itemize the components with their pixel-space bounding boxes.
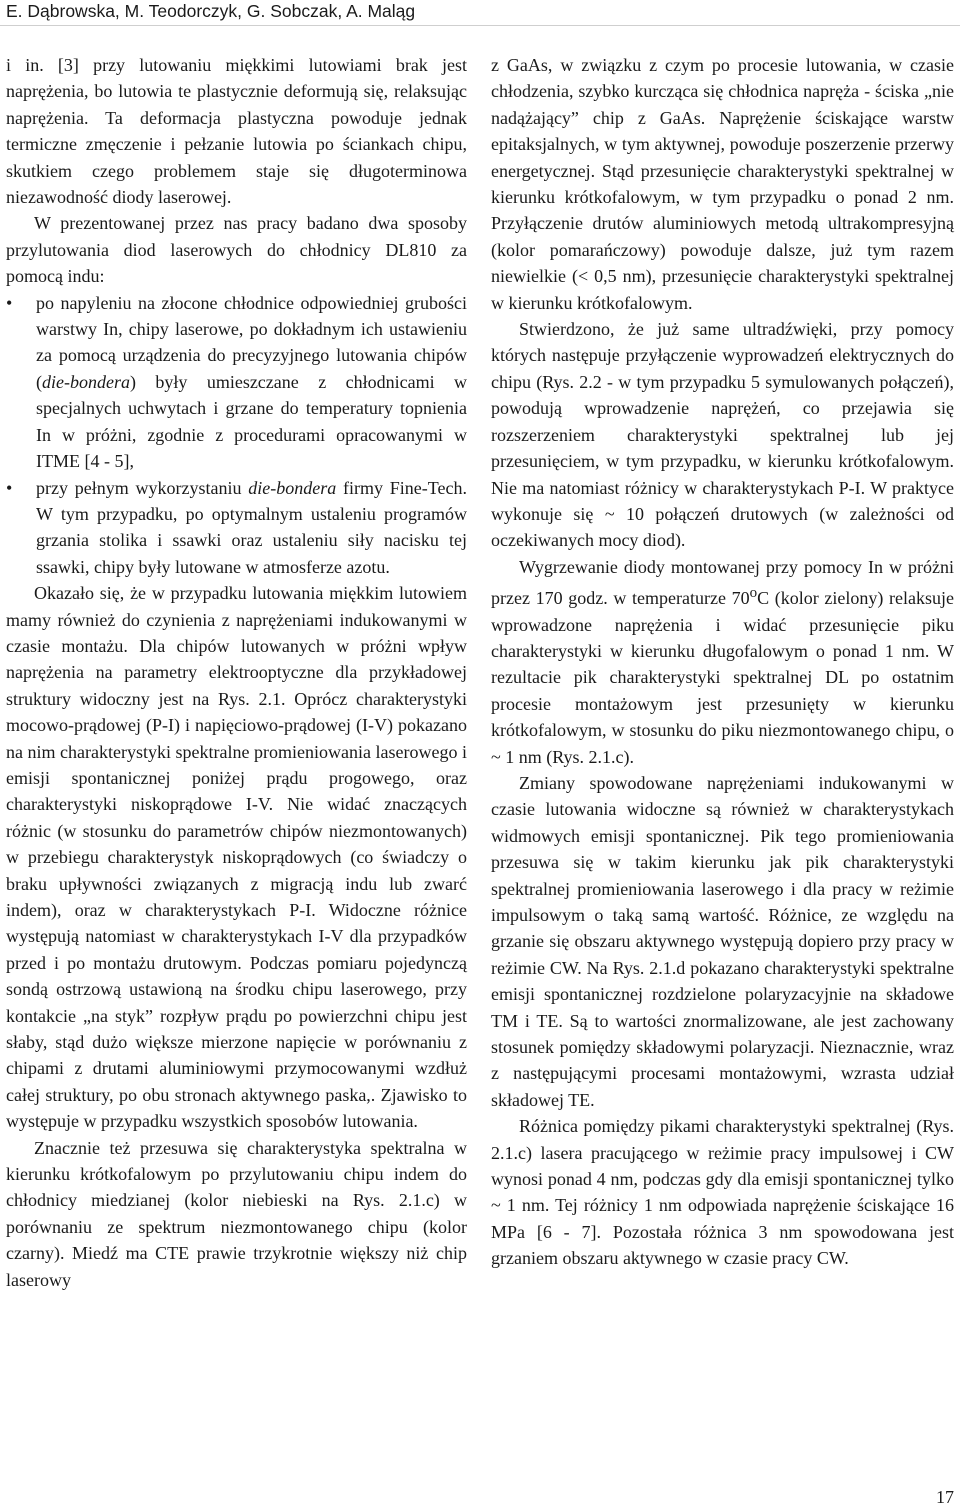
list-item-text: ) były umieszczane z chłodnicami w specjalnych uchwytach i grzane do temperatury topnienia In w próżni, zgodnie z procedurami opracowanymi w ITME [4 - 5], [36,371,467,472]
page-number: 17 [936,1487,954,1507]
bullet-icon: • [6,292,13,313]
right-paragraph-1: z GaAs, w związku z czym po procesie lutowania, w czasie chłodzenia, szybko kurcząca się chłodnica napręża - ściska „nie nadążający” chip z GaAs. Naprężenie ściskające warstw epitaksjalnych, w tym aktywnej, powoduje poszerzenie przerwy energetycznej. Stąd przesunięcie charakterystyki spektralnej w kierunku krótkofalowym, w tym przypadku o ponad 2 nm. Przyłączenie drutów aluminiowych metodą ultrakompresyjną (kolor pomarańczowy) powoduje dalsze, już tym razem niewielkie (< 0,5 nm), przesunięcie charakterystyki spektralnej w kierunku krótkofalowym. [491,55,954,313]
header-divider [0,25,960,26]
paragraph-text: Wygrzewanie diody montowanej przy pomocy In w próżni przez 170 godz. w temperaturze 70 [491,556,954,609]
method-list-item-1 [6,290,467,475]
running-head: E. Dąbrowska, M. Teodorczyk, G. Sobczak, A. Maląg [6,1,416,21]
list-item-emphasis: die-bondera [248,477,337,498]
right-paragraph-5: Różnica pomiędzy pikami charakterystyki spektralnej (Rys. 2.1.c) lasera pracującego w reżimie pracy impulsowej i CW wynosi ponad 4 nm, podczas gdy dla emisji spontanicznej tylko ~ 1 nm. Tej różnicy 1 nm odpowiada naprężenie ściskające 16 MPa [6 - 7]. Pozostała różnica 3 nm spowodowana jest grzaniem obszaru aktywnego w czasie pracy CW. [491,1116,954,1269]
left-paragraph-3: Okazało się, że w przypadku lutowania miękkim lutowiem mamy również do czynienia z naprężeniami indukowanymi w czasie montażu. Dla chipów lutowanych w próżni wpływ naprężenia na parametry elektrooptyczne dla przykładowej struktury widoczny jest na Rys. 2.1. Oprócz charakterystyki mocowo-prądowej (P-I) i napięciowo-prądowej (I-V) pokazano na nim charakterystyki spektralne promieniowania laserowego i emisji spontanicznej poniżej prądu progowego, oraz charakterystyki niskoprądowe I-V. Nie widać znaczących różnic (w stosunku do parametrów chipów niezmontowanych) w przebiegu charakterystyk niskoprądowych (co świadczy o braku upływności związanych z migracją indu lub zwarć indem), oraz w charakterystykach P-I. Widoczne różnice występują natomiast w charakterystykach I-V dla przypadków przed i po montażu drutowym. Podczas pomiaru pojedynczą sondą ostrzową ustawioną na środku chipu laserowego, przy kontakcie „na styk” rozpływ prądu po powierzchni chipu jest słaby, stąd dużo większe mierzone napięcie w porównaniu z chipami z drutami aluminiowymi przymocowanymi wzdłuż całej struktury, po obu stronach aktywnego paska,. Zjawisko to występuje w przypadku wszystkich sposobów lutowania. [6,583,467,1132]
right-paragraph-2: Stwierdzono, że już same ultradźwięki, przy pomocy których następuje przyłączenie wyprowadzeń elektrycznych do chipu (Rys. 2.2 - w tym przypadku 5 symulowanych połączeń), powodują wprowadzenie naprężeń, co przejawia się rozszerzeniem charakterystyki spektralnej lub jej przesunięciem, w tym przypadku, w kierunku krótkofalowym. Nie ma natomiast różnicy w charakterystykach P-I. W praktyce wykonuje się ~ 10 połączeń drutowych (w zależności od oczekiwanych mocy diod). [491,319,954,551]
method-list-item-2 [6,475,467,581]
degree-superscript: o [749,585,758,602]
right-paragraph-4: Zmiany spowodowane naprężeniami indukowanymi w czasie lutowania widoczne są również w charakterystykach widmowych emisji spontanicznej. Pik tego promieniowania przesuwa się w takim kierunku jak pik charakterystyki spektralnej promieniowania laserowego i dla pracy w reżimie impulsowym o taką samą wartość. Różnice, ze względu na grzanie się obszaru aktywnego występują dopiero przy pracy w reżimie CW. Na Rys. 2.1.d pokazano charakterystyki spektralne emisji spontanicznej rozdzielone polaryzacyjnie na składowe TM i TE. Są to wartości znormalizowane, ale jest zachowany stosunek pomiędzy składowymi polaryzacji. Nieznacznie, wraz z następującymi procesami montażowymi, wzrasta udział składowej TE. [491,772,954,1110]
list-item-text: po napyleniu na złocone chłodnice odpowiedniej grubości warstwy In, chipy laserowe, po dokładnym ich ustawieniu za pomocą urządzenia do precyzyjnego lutowania chipów ( [36,292,467,392]
right-column [491,52,954,1272]
left-paragraph-2: W prezentowanej przez nas pracy badano dwa sposoby przylutowania diod laserowych do chłodnicy DL810 za pomocą indu: [6,213,467,287]
list-item-emphasis: die-bondera [42,371,130,392]
right-paragraph-3 [491,554,954,770]
paragraph-text: C (kolor zielony) relaksuje wprowadzone naprężenia i widać przesunięcie piku charakterystyki w kierunku długofalowym o ponad 1 nm. W rezultacie pik charakterystyki spektralnej DL po ostatnim procesie montażowym jest przesunięty w kierunku krótkofalowym, w stosunku do piku niezmontowanego chipu, o ~ 1 nm (Rys. 2.1.c). [491,588,954,767]
method-list [6,290,467,580]
left-column [6,52,467,1293]
list-item-text: przy pełnym wykorzystaniu [36,477,249,498]
list-item-text: firmy Fine-Tech. W tym przypadku, po optymalnym ustaleniu programów grzania stolika i ssawki oraz ustaleniu siły nacisku tej ssawki, chipy były lutowane w atmosferze azotu. [36,477,468,577]
left-paragraph-1: i in. [3] przy lutowaniu miękkimi lutowiami brak jest naprężenia, bo lutowia te plastycznie deformują się, relaksując naprężenia. Ta deformacja plastyczna powoduje jednak termiczne zmęczenie i pełzanie lutowia po ściankach chipu, skutkiem czego problemem staje się długoterminowa niezawodność diody laserowej. [6,55,467,208]
bullet-icon: • [6,477,13,498]
left-paragraph-4: Znacznie też przesuwa się charakterystyka spektralna w kierunku krótkofalowym po przylutowaniu chipu indem do chłodnicy miedzianej (kolor niebieski na Rys. 2.1.c) w porównaniu ze spektrum niezmontowanego chipu (kolor czarny). Miedź ma CTE prawie trzykrotnie większy niż chip laserowy [6,1137,467,1290]
